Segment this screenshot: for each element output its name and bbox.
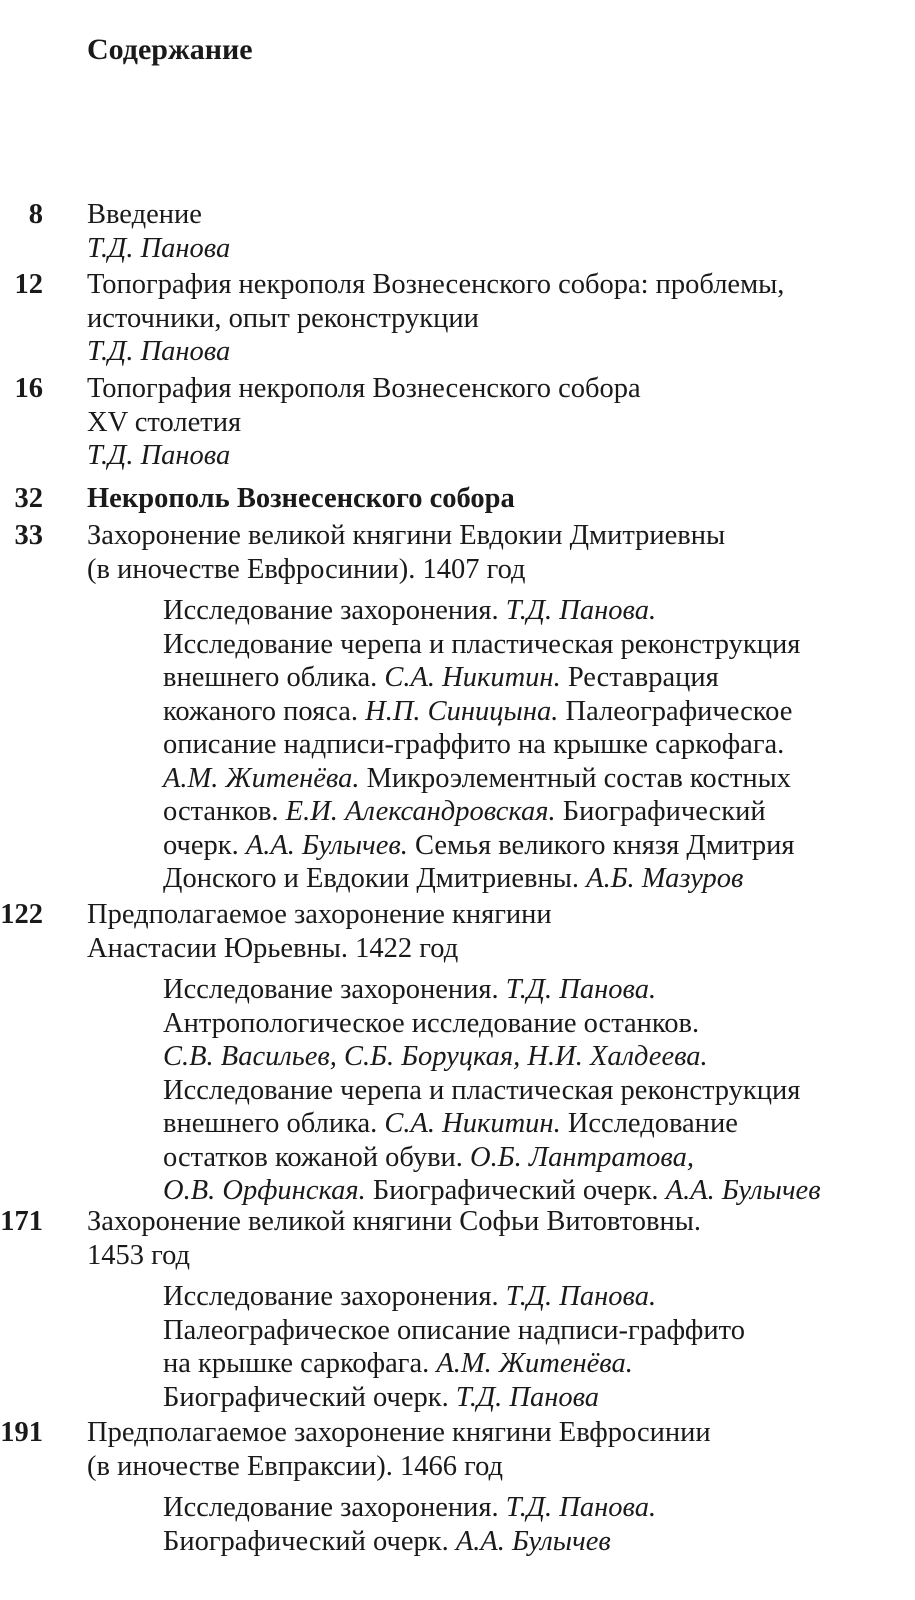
contribution-text: Палеографическое описание надписи-граффито: [163, 1314, 745, 1346]
contribution-line: [163, 762, 900, 796]
contribution-line: [163, 661, 900, 695]
toc-entry[interactable]: [0, 482, 900, 516]
entry-contributions: [163, 973, 900, 1208]
toc-entry[interactable]: [0, 198, 900, 265]
contributor-name: А.Б. Мазуров: [586, 863, 744, 894]
page-number: 16: [14, 373, 43, 404]
page-number: 8: [28, 199, 43, 230]
contribution-text: Биографический очерк.: [163, 1525, 456, 1557]
entry-title: Предполагаемое захоронение княгини Анастасии Юрьевны. 1422 год: [87, 899, 552, 964]
contribution-text: остатков кожаной обуви.: [163, 1141, 471, 1173]
entry-title: Захоронение великой княгини Евдокии Дмитриевны (в иночестве Евфросинии). 1407 год: [87, 520, 726, 585]
entry-title: Предполагаемое захоронение княгини Евфросинии (в иночестве Евпраксии). 1466 год: [87, 1417, 711, 1482]
contribution-text: внешнего облика.: [163, 1108, 385, 1139]
toc-entry[interactable]: [0, 372, 900, 473]
toc-entry[interactable]: [0, 1416, 900, 1558]
contribution-line: [163, 695, 900, 729]
contribution-line: [163, 795, 900, 829]
entry-contributions: [163, 1280, 900, 1414]
entry-title: Топография некрополя Вознесенского собора XV столетия: [87, 373, 641, 438]
contribution-text: Исследование: [560, 1108, 738, 1139]
contribution-line: [163, 862, 900, 896]
contribution-line: [163, 1525, 900, 1559]
toc-entry[interactable]: [0, 1205, 900, 1414]
contribution-text: кожаного пояса.: [163, 695, 366, 727]
page-title: Содержание: [87, 33, 253, 66]
page-number: 171: [0, 1206, 43, 1237]
contribution-text: Донского и Евдокии Дмитриевны.: [163, 863, 587, 894]
contribution-text: на крышке саркофага.: [163, 1348, 437, 1379]
contribution-text: останков.: [163, 796, 286, 827]
contributor-name: С.А. Никитин.: [384, 1108, 561, 1139]
entry-title: Захоронение великой княгини Софьи Витовтовны. 1453 год: [87, 1206, 701, 1271]
contribution-text: Антропологическое исследование останков.: [163, 1007, 700, 1039]
contribution-line: [163, 1040, 900, 1074]
entry-title: Топография некрополя Вознесенского собора: проблемы, источники, опыт реконструкции: [87, 269, 785, 334]
contribution-line: [163, 728, 900, 762]
contribution-text: Исследование черепа и пластическая реконструкция: [163, 1074, 801, 1106]
page-number: 33: [14, 520, 43, 551]
page-number: 191: [0, 1417, 43, 1448]
contribution-line: [163, 1491, 900, 1525]
toc-entry[interactable]: [0, 519, 900, 896]
contributor-name: С.А. Никитин.: [384, 662, 561, 693]
contribution-line: [163, 829, 900, 863]
contributor-name: Т.Д. Панова.: [505, 1492, 657, 1523]
contribution-text: Исследование захоронения.: [163, 1492, 506, 1523]
contribution-line: [163, 628, 900, 662]
section-heading: Некрополь Вознесенского собора: [87, 483, 515, 514]
contributor-name: А.А. Булычев.: [245, 829, 408, 861]
page-number: 122: [0, 899, 43, 930]
contributor-name: А.А. Булычев: [665, 1175, 821, 1206]
contributor-name: А.М. Житенёва.: [163, 762, 360, 794]
toc-entry[interactable]: [0, 268, 900, 369]
contribution-line: [163, 1107, 900, 1141]
entry-contributions: [163, 1491, 900, 1558]
contributor-name: Т.Д. Панова.: [505, 974, 657, 1005]
entry-author: Т.Д. Панова: [87, 440, 231, 471]
contribution-line: [163, 973, 900, 1007]
contribution-line: [163, 1347, 900, 1381]
contribution-text: Палеографическое: [558, 695, 793, 727]
contribution-line: [163, 1007, 900, 1041]
contributor-name: Т.Д. Панова: [455, 1381, 600, 1413]
contribution-text: Исследование захоронения.: [163, 595, 506, 626]
entry-author: Т.Д. Панова: [87, 336, 231, 367]
contributor-name: Т.Д. Панова.: [505, 1281, 657, 1312]
contribution-line: [163, 1074, 900, 1108]
contribution-text: очерк.: [163, 829, 246, 861]
contribution-text: Микроэлементный состав костных: [359, 762, 792, 794]
contribution-line: [163, 1314, 900, 1348]
toc-entry[interactable]: [0, 898, 900, 1208]
page-number: 12: [14, 269, 43, 300]
contribution-text: Биографический: [555, 796, 766, 827]
contributor-name: А.М. Житенёва.: [436, 1348, 633, 1379]
contribution-line: [163, 594, 900, 628]
contribution-line: [163, 1141, 900, 1175]
contribution-text: Биографический очерк.: [365, 1175, 666, 1206]
contribution-line: [163, 1174, 900, 1208]
contribution-text: Исследование захоронения.: [163, 1281, 506, 1312]
page-number: 32: [14, 483, 43, 514]
contributor-name: О.Б. Лантратова,: [470, 1141, 694, 1173]
contribution-line: [163, 1280, 900, 1314]
contributor-name: А.А. Булычев: [455, 1525, 611, 1557]
contributor-name: О.В. Орфинская.: [163, 1175, 366, 1206]
contributor-name: Е.И. Александровская.: [285, 796, 556, 827]
contribution-text: Исследование захоронения.: [163, 974, 506, 1005]
contribution-text: описание надписи-граффито на крышке саркофага.: [163, 729, 785, 760]
contribution-text: Семья великого князя Дмитрия: [407, 829, 795, 861]
contribution-line: [163, 1381, 900, 1415]
contributor-name: Н.П. Синицына.: [365, 695, 559, 727]
entry-title: Введение: [87, 199, 202, 230]
entry-contributions: [163, 594, 900, 896]
contribution-text: внешнего облика.: [163, 662, 385, 693]
contributor-name: С.В. Васильев, С.Б. Боруцкая, Н.И. Халдеева.: [163, 1041, 708, 1072]
contribution-text: Биографический очерк.: [163, 1381, 456, 1413]
contribution-text: Реставрация: [560, 662, 719, 693]
contributor-name: Т.Д. Панова.: [505, 595, 657, 626]
entry-author: Т.Д. Панова: [87, 232, 231, 264]
contribution-text: Исследование черепа и пластическая реконструкция: [163, 628, 801, 660]
